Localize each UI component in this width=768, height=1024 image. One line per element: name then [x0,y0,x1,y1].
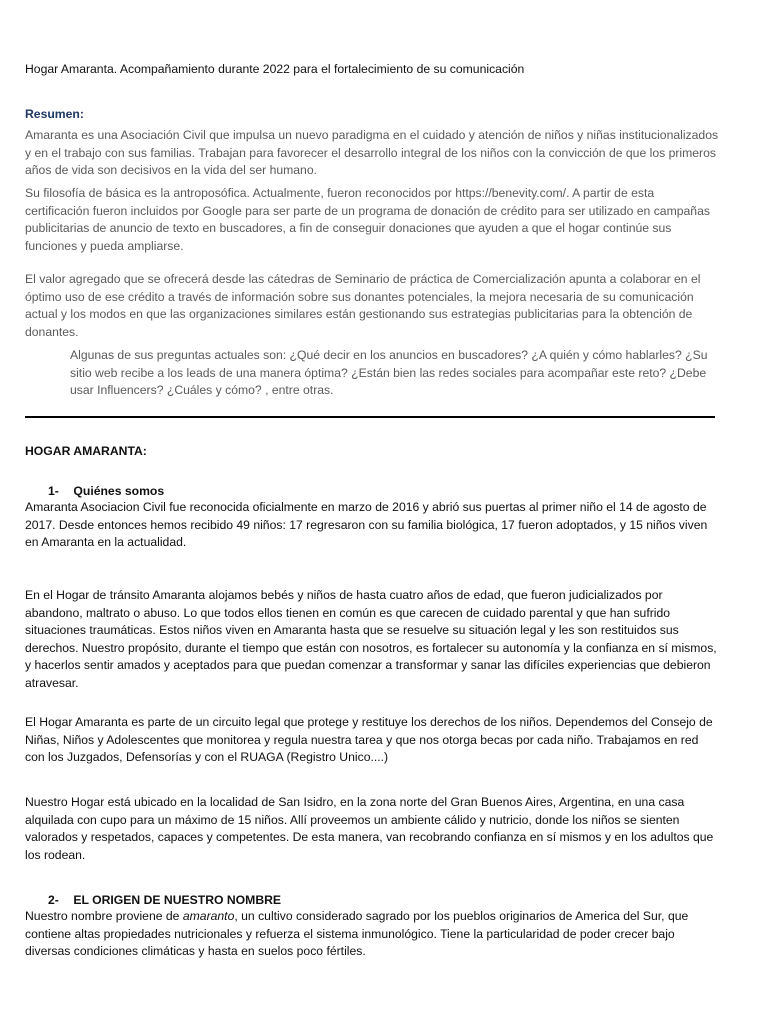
section-1-number: 1- [48,484,59,498]
resumen-paragraph: Su filosofía de básica es la antroposófica. Actualmente, fueron reconocidos por https://benevity.com/. A partir de esta certificación fueron incluidos por Google para ser parte de un programa de donación de crédito para ser utilizado en campañas publicitarias de anuncio de texto en buscadores, a fin de conseguir donaciones que ayuden a que el hogar continúe sus funciones y pueda ampliarse. [25,186,710,253]
section-1-paragraph: Amaranta Asociacion Civil fue reconocida oficialmente en marzo de 2016 y abrió sus puertas al primer niño el 14 de agosto de 2017. Desde entonces hemos recibido 49 niños: 17 regresaron con su familia biológica, 17 fueron adoptados, y 15 niños viven en Amaranta en la actualidad. [25,500,708,550]
document-title: Hogar Amaranta. Acompañamiento durante 2022 para el fortalecimiento de su comunicación [25,62,525,76]
section-2-number: 2- [48,893,59,907]
section-1-title: Quiénes somos [73,484,165,498]
questions-paragraph: Algunas de sus preguntas actuales son: ¿Qué decir en los anuncios en buscadores? ¿A quién y cómo hablarles? ¿Su sitio web recibe a los leads de una manera óptima? ¿Están bien las redes sociales para acompañar este reto? ¿Debe usar Influencers? ¿Cuáles y cómo? , entre otras. [70,348,708,398]
resumen-paragraph: Amaranta es una Asociación Civil que impulsa un nuevo paradigma en el cuidado y atención de niños y niñas institucionalizados y en el trabajo con sus familias. Trabajan para favorecer el desarrollo integral de los niños con la convicción de que los primeros años de vida son decisivos en la vida del ser humano. [25,128,719,178]
text-run: Nuestro nombre proviene de [25,909,183,923]
section-1-paragraph: En el Hogar de tránsito Amaranta alojamos bebés y niños de hasta cuatro años de edad, que fueron judicializados por abandono, maltrato o abuso. Lo que todos ellos tienen en común es que carecen de cuidado parental y que han sufrido situaciones traumáticas. Estos niños viven en Amaranta hasta que se resuelve su situación legal y les son restituidos sus derechos. Nuestro propósito, durante el tiempo que están con nosotros, es fortalecer su autonomía y la confianza en sí mismos, y hacerlos sentir amados y aceptados para que puedan comenzar a transformar y sanar las difíciles experiencias que debieron atravesar. [25,588,717,690]
section-heading: HOGAR AMARANTA: [25,444,147,458]
section-1-heading [48,483,743,501]
amaranto-term: amaranto [182,909,235,923]
section-1-paragraph: El Hogar Amaranta es parte de un circuito legal que protege y restituye los derechos de los niños. Dependemos del Consejo de Niñas, Niños y Adolescentes que monitorea y regula nuestra tarea y que nos otorga becas por cada niño. Trabajamos en red con los Juzgados, Defensorías y con el RUAGA (Registro Unico....) [25,715,713,765]
section-2-paragraph [25,908,720,961]
resumen-paragraph: El valor agregado que se ofrecerá desde las cátedras de Seminario de práctica de Comercialización apunta a colaborar en el óptimo uso de ese crédito a través de información sobre sus donantes potenciales, la mejora necesaria de su comunicación actual y los modos en que las organizaciones similares están gestionando sus estrategias publicitarias para la obtención de donantes. [25,272,701,339]
section-2-title: EL ORIGEN DE NUESTRO NOMBRE [73,893,282,907]
horizontal-divider [25,416,715,418]
text-run: , un cultivo considerado sagrado por los pueblos originarios de America del Sur, que contiene altas propiedades nutricionales y refuerza el sistema inmunológico. Tiene la particularidad de poder crecer bajo diversas condiciones climáticas y hasta en suelos poco fértiles. [25,909,689,959]
section-1-paragraph: Nuestro Hogar está ubicado en la localidad de San Isidro, en la zona norte del Gran Buenos Aires, Argentina, en una casa alquilada con cupo para un máximo de 15 niños. Allí proveemos un ambiente cálido y nutricio, donde los niños se sienten valorados y respetados, capaces y competentes. De esta manera, van recobrando confianza en sí mismos y en los adultos que los rodean. [25,795,714,862]
section-2-heading [48,892,743,910]
resumen-heading: Resumen: [25,107,84,121]
